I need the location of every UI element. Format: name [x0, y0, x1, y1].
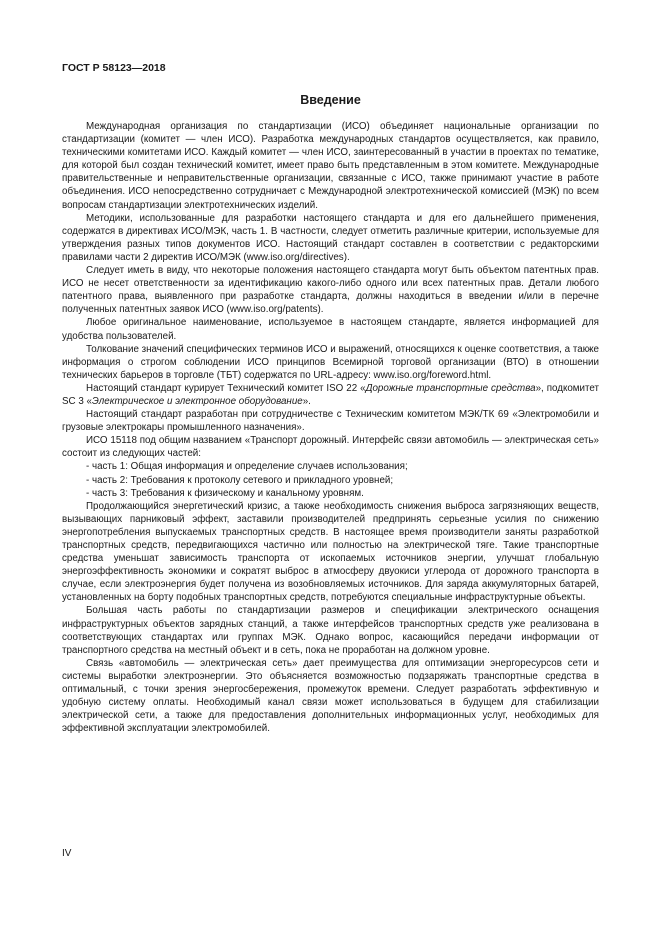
paragraph: Продолжающийся энергетический кризис, а также необходимость снижения выброса загрязняющих веществ, вызывающих парниковый эффект, заставили производителей предпринять серьезные усилия по снижению энергопотребления выпускаемых транспортных средств. В настоящее время производители заняты разработкой транспортных средств, передвигающихся частично или полностью на электрической тяге. Такие транспортные средства уменьшат зависимость транспорта от ископаемых источников энергии, улучшат глобальную энергоэффективность экономики и сократят выброс в атмосферу двуокиси углерода от дорожного транспорта в случае, если электроэнергия будет получена из возобновляемых источников. Для заряда аккумуляторных батарей, установленных на борту подобных транспортных средств, потребуются специальные инфраструктурные объекты.	[62, 500, 599, 604]
paragraph: Толкование значений специфических терминов ИСО и выражений, относящихся к оценке соответствия, а также информация о строгом соблюдении ИСО принципов Всемирной торговой организации (ВТО) в отношении технических барьеров в торговле (ТБТ) содержатся по URL-адресу: www.iso.org/foreword.html.	[62, 343, 599, 381]
emphasis-text: Дорожные транспортные средства	[365, 382, 536, 394]
paragraph: Связь «автомобиль — электрическая сеть» дает преимущества для оптимизации энергоресурсов сети и системы выработки электроэнергии. Это объясняется возможностью подзаряжать транспортные средства в оптимальный, с точки зрения энергосбережения, промежуток времени. Следует разработать эффективную и удобную систему оплаты. Необходимый канал связи может использоваться в будущем для стабилизации электрической сети, а также для предоставления дополнительных информационных услуг, необходимых для эффективной эксплуатации электромобилей.	[62, 657, 599, 735]
section-title: Введение	[300, 93, 361, 107]
paragraph: Международная организация по стандартизации (ИСО) объединяет национальные организации по стандартизации (комитет — член ИСО). Разработка международных стандартов осуществляется, как правило, техническими комитетами ИСО. Каждый комитет — член ИСО, заинтересованный в участии в проектах по тематике, для которой был создан технический комитет, имеет право быть представленным в этом комитете. Международные правительственные и неправительственные организации, связанные с ИСО, также принимают участие в работе объединения. ИСО непосредственно сотрудничает с Международной электротехнической комиссией (МЭК) по всем вопросам стандартизации электротехнических изделий.	[62, 121, 599, 211]
paragraph: Большая часть работы по стандартизации размеров и спецификации электрического оснащения инфраструктурных объектов зарядных станций, а также интерфейсов транспортных средств уже реализована в соответствующих стандартах или группах МЭК. Однако вопрос, касающийся передачи информации от транспортного средства на местный объект и в сеть, пока не проработан на должном уровне.	[62, 605, 599, 656]
document-header: ГОСТ Р 58123—2018	[62, 62, 166, 74]
list-item: - часть 3: Требования к физическому и канальному уровням.	[86, 487, 364, 499]
page-number: IV	[62, 848, 72, 859]
paragraph: Методики, использованные для разработки настоящего стандарта и для его дальнейшего применения, содержатся в директивах ИСО/МЭК, часть 1. В частности, следует отметить различные критерии, используемые для утверждения разных типов документов ИСО. Настоящий стандарт составлен в соответствии с редакторскими правилами части 2 директив ИСО/МЭК (www.iso.org/directives).	[62, 212, 599, 263]
emphasis-text: Электрическое и электронное оборудование	[91, 395, 303, 407]
document-body	[62, 120, 599, 735]
paragraph: ИСО 15118 под общим названием «Транспорт дорожный. Интерфейс связи автомобиль — электрическая сеть» состоит из следующих частей:	[62, 435, 599, 460]
paragraph: Следует иметь в виду, что некоторые положения настоящего стандарта могут быть объектом патентных прав. ИСО не несет ответственности за идентификацию какого-либо одного или всех патентных прав. Детали любого патентного права, выявленного при разработке стандарта, должны находиться в введении и/или в перечне полученных патентных заявок ИСО (www.iso.org/patents).	[62, 265, 599, 316]
paragraph: Любое оригинальное наименование, используемое в настоящем стандарте, является информацией для удобства пользователей.	[62, 317, 599, 342]
text-span: », подкомитет SC 3 «	[62, 382, 599, 407]
list-item: - часть 1: Общая информация и определение случаев использования;	[86, 461, 408, 473]
paragraph: Настоящий стандарт разработан при сотрудничестве с Техническим комитетом МЭК/ТК 69 «Электромобили и грузовые электрокары промышленного назначения».	[62, 409, 599, 434]
list-item: - часть 2: Требования к протоколу сетевого и прикладного уровней;	[86, 474, 394, 486]
text-span: ».	[302, 395, 311, 407]
paragraph-tc22	[62, 382, 599, 408]
text-span: Настоящий стандарт курирует Технический комитет ISO 22 «	[86, 382, 366, 394]
